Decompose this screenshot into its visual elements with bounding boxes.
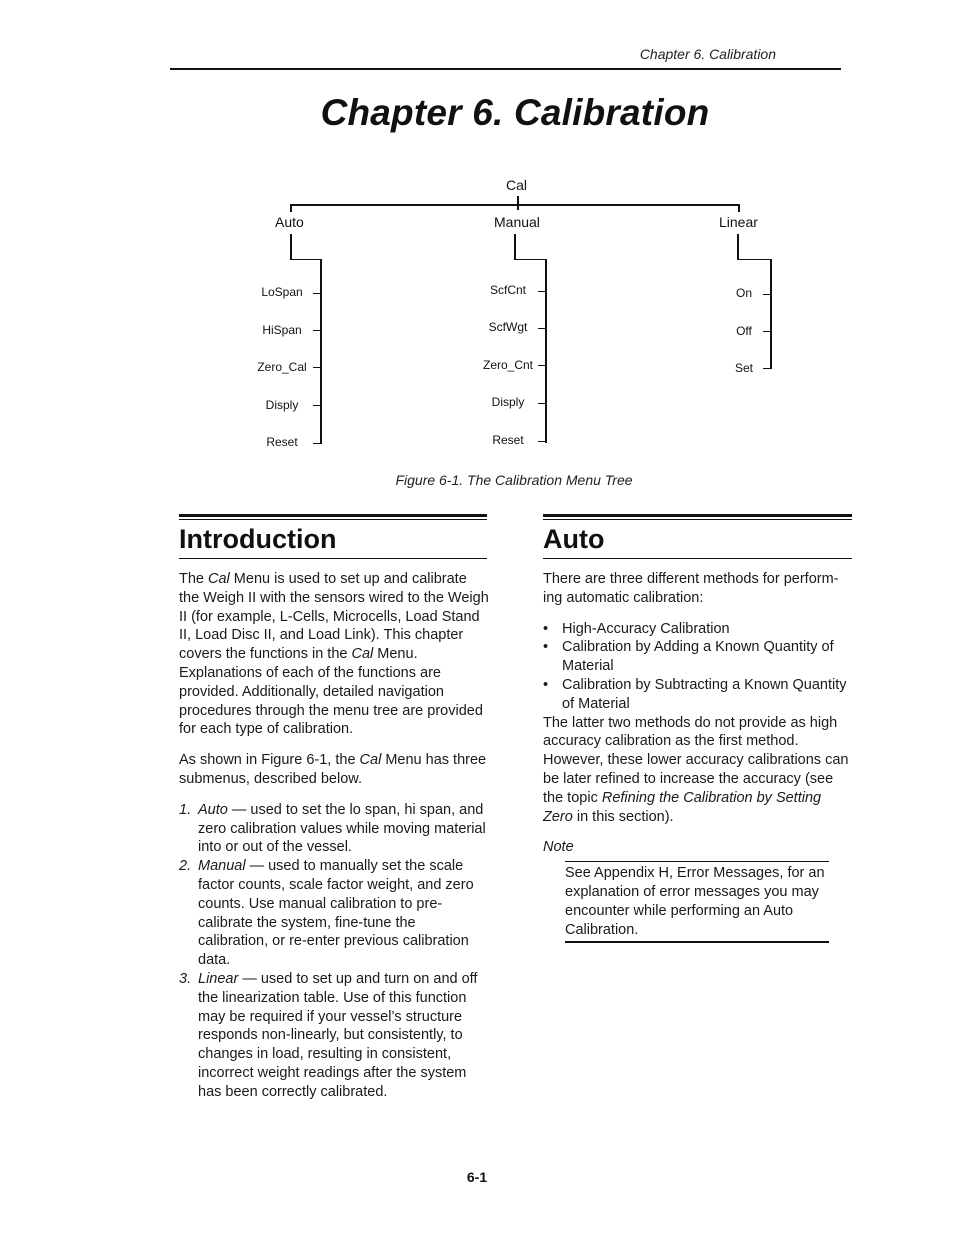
tree-connector <box>290 204 292 212</box>
auto-heading: Auto <box>543 524 605 554</box>
introduction-heading: Introduction <box>179 524 337 554</box>
heading-rule <box>543 558 852 559</box>
note-box <box>565 861 829 943</box>
tree-tick <box>313 405 321 406</box>
tree-tick <box>313 443 321 444</box>
introduction-column <box>179 570 489 1102</box>
tree-tick <box>763 331 771 332</box>
tree-connector <box>737 234 739 260</box>
chapter-title: Chapter 6. Calibration <box>320 92 710 133</box>
tree-leaf: On <box>735 286 752 300</box>
page-number: 6-1 <box>466 1169 488 1185</box>
tree-leaf: LoSpan <box>261 285 303 299</box>
tree-branch-linear: Linear <box>719 214 758 230</box>
list-item: • Calibration by Subtracting a Known Quantity of Material <box>543 676 847 712</box>
heading-rule <box>179 519 487 520</box>
tree-leaf: Zero_Cnt <box>482 358 534 372</box>
tree-tick <box>313 367 321 368</box>
list-item: • High-Accuracy Calibration <box>543 620 730 637</box>
running-header: Chapter 6. Calibration <box>639 46 776 62</box>
tree-leaf: Disply <box>265 398 299 412</box>
tree-tick <box>538 365 546 366</box>
submenu-list <box>179 801 489 1102</box>
heading-rule <box>179 558 487 559</box>
note-text: See Appendix H, Error Messages, for an explanation of error messages you may encounter while performing an Auto Calibration. <box>565 865 825 938</box>
figure-caption: Figure 6-1. The Calibration Menu Tree <box>395 472 633 488</box>
tree-connector <box>770 259 772 369</box>
tree-connector <box>737 259 772 260</box>
introduction-heading-block <box>179 514 487 559</box>
tree-tick <box>313 330 321 331</box>
list-item: 3. Linear — used to set up and turn on and off the linearization table. Use of this function may be required if your vessel’s structure responds non-linearly, but consistently, to changes in load, resulting in consistent, incorrect weight readings after the system has been correctly calibrated. <box>179 970 478 1100</box>
list-item: 1. Auto — used to set the lo span, hi span, and zero calibration values while moving material into or out of the vessel. <box>179 801 486 856</box>
tree-connector <box>514 234 516 260</box>
tree-connector <box>738 204 740 212</box>
tree-connector <box>517 196 519 210</box>
list-item: 2. Manual — used to manually set the scale factor counts, scale factor weight, and zero counts. Use manual calibration to pre-calibrate the system, fine-tune the calibration, or re-enter previous calibration data. <box>179 858 474 969</box>
calibration-menu-tree <box>0 0 954 470</box>
tree-branch-manual: Manual <box>494 214 540 230</box>
tree-connector <box>514 259 547 260</box>
auto-heading-block <box>543 514 852 559</box>
heading-rule <box>543 519 852 520</box>
auto-column <box>543 570 853 943</box>
tree-tick <box>313 293 321 294</box>
tree-leaf: Off <box>736 324 752 338</box>
introduction-paragraph: The Cal Menu is used to set up and calibrate the Weigh II with the sensors wired to the Weigh II (for example, L-Cells, Microcells, Load Stand II, Load Disc II, and Load Link). This chapter covers the functions in the Cal Menu. Explanations of each of the functions are provided. Additionally, detailed navigation procedures through the menu tree are provided for each type of calibration. <box>179 571 489 738</box>
tree-connector <box>290 204 740 206</box>
tree-leaf: Reset <box>492 433 524 447</box>
tree-leaf: HiSpan <box>262 323 302 337</box>
method-list <box>543 620 853 714</box>
list-item: • Calibration by Adding a Known Quantity of Material <box>543 639 834 675</box>
heading-rule <box>543 514 852 517</box>
tree-tick <box>538 291 546 292</box>
tree-leaf: ScfWgt <box>488 320 528 334</box>
tree-leaf: Set <box>734 361 753 375</box>
tree-connector <box>290 234 292 260</box>
tree-tick <box>763 368 771 369</box>
tree-tick <box>763 294 771 295</box>
tree-tick <box>538 441 546 442</box>
tree-leaf: Disply <box>491 395 525 409</box>
introduction-paragraph: As shown in Figure 6-1, the Cal Menu has three submenus, described below. <box>179 752 487 787</box>
heading-rule <box>179 514 487 517</box>
tree-connector <box>290 259 322 260</box>
tree-tick <box>538 328 546 329</box>
note-label: Note <box>543 839 574 856</box>
tree-tick <box>538 403 546 404</box>
tree-branch-auto: Auto <box>275 214 304 230</box>
auto-paragraph: The latter two methods do not provide as high accuracy calibration as the first method. However, these lower accuracy calibrations can be later refined to increase the accuracy (see the topic Refining the Calibration by Setting Zero in this section). <box>543 714 849 825</box>
tree-leaf: ScfCnt <box>489 283 526 297</box>
tree-leaf: Reset <box>266 435 298 449</box>
tree-leaf: Zero_Cal <box>257 360 307 374</box>
tree-connector <box>320 259 322 444</box>
tree-root-label: Cal <box>506 177 528 193</box>
auto-paragraph: There are three different methods for perform-ing automatic calibration: <box>543 571 839 606</box>
